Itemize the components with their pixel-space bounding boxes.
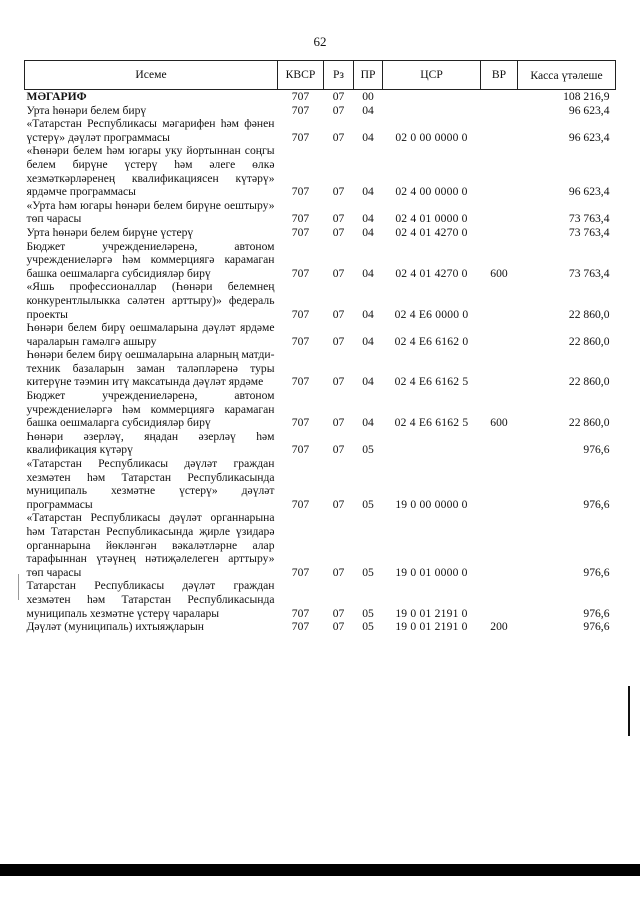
row-kvsr: 707 <box>291 103 310 117</box>
row-csr: 19 0 01 2191 0 <box>395 606 468 620</box>
row-name: Һөнәри белем бирү оешмаларына дәүләт ярдәме чараларын гамәлгә ашыру <box>26 321 275 348</box>
page-number: 62 <box>313 34 327 49</box>
row-sum: 22 860,0 <box>568 375 610 389</box>
row-pr: 04 <box>362 266 374 280</box>
row-kvsr: 707 <box>291 225 310 239</box>
row-kvsr: 707 <box>291 497 310 511</box>
row-pr: 04 <box>362 334 374 348</box>
row-vr <box>481 144 518 198</box>
row-rz: 07 <box>332 130 345 144</box>
row-csr: 02 4 01 0000 0 <box>395 212 468 226</box>
row-rz: 07 <box>332 497 345 511</box>
row-csr: 02 4 E6 0000 0 <box>394 307 469 321</box>
table-row <box>25 104 616 118</box>
header-pr: ПР <box>354 61 383 90</box>
row-vr <box>481 321 518 348</box>
row-sum: 73 763,4 <box>568 225 610 239</box>
row-name: «Татарстан Республикасы дәүләт граждан хезмәтен һәм Татарстан Республикасында муниципаль хезмәтне үстерү» дәүләт программасы <box>26 457 275 511</box>
header-name: Исеме <box>25 61 278 90</box>
row-rz: 07 <box>332 266 345 280</box>
row-vr <box>481 348 518 389</box>
row-kvsr: 707 <box>291 334 310 348</box>
row-name: «Татарстан Республикасы дәүләт органнарына һәм Татарстан Республикасында җирле үзидарә органнарына йөкләнгән вәкаләтләрне алар тарафыннан үтәүнең нәтиҗәлелеген арттыру» төп чарасы <box>26 511 275 579</box>
row-vr: 200 <box>490 620 508 634</box>
row-pr: 04 <box>362 225 374 239</box>
table-row <box>25 579 616 620</box>
row-kvsr: 707 <box>291 620 310 634</box>
row-sum: 22 860,0 <box>568 334 610 348</box>
row-kvsr: 707 <box>291 443 310 457</box>
row-csr: 19 0 01 2191 0 <box>395 620 468 634</box>
row-vr <box>481 90 518 104</box>
row-sum: 73 763,4 <box>568 266 610 280</box>
row-rz: 07 <box>332 90 345 103</box>
row-csr: 02 4 E6 6162 0 <box>394 334 469 348</box>
table-row <box>25 389 616 430</box>
row-name: Бюджет учреждениеләренә, автоном учреждениеләргә һәм коммерциягә карамаган башка оешмаларга субсидияләр бирү <box>26 239 275 280</box>
row-kvsr: 707 <box>291 185 310 199</box>
row-csr <box>383 104 481 118</box>
table-body <box>25 90 616 634</box>
row-vr: 600 <box>490 266 508 280</box>
table-row <box>25 199 616 226</box>
table-row <box>25 117 616 144</box>
row-vr <box>481 117 518 144</box>
row-csr: 02 4 00 0000 0 <box>395 185 468 199</box>
table-row <box>25 144 616 198</box>
row-rz: 07 <box>332 103 345 117</box>
row-csr: 02 0 00 0000 0 <box>395 130 468 144</box>
row-kvsr: 707 <box>291 565 310 579</box>
row-name: МӘГАРИФ <box>26 90 87 103</box>
header-sum: Касса үтәлеше <box>518 61 616 90</box>
header-csr: ЦСР <box>383 61 481 90</box>
row-sum: 73 763,4 <box>568 212 610 226</box>
row-name: «Татарстан Республикасы мәгарифен һәм фәнен үстерү» дәүләт программасы <box>26 117 275 144</box>
row-rz: 07 <box>332 185 345 199</box>
row-rz: 07 <box>332 606 345 620</box>
row-vr <box>481 104 518 118</box>
table-row <box>25 280 616 321</box>
row-rz: 07 <box>332 375 345 389</box>
table-row <box>25 348 616 389</box>
row-pr: 04 <box>362 212 374 226</box>
row-vr <box>481 280 518 321</box>
header-kvsr: КВСР <box>278 61 324 90</box>
row-name: Урта һөнәри белем бирүне үстерү <box>26 225 194 239</box>
row-pr: 04 <box>362 130 374 144</box>
row-pr: 05 <box>362 443 374 457</box>
row-pr: 04 <box>362 185 374 199</box>
row-sum: 22 860,0 <box>568 307 610 321</box>
row-sum: 976,6 <box>583 606 610 620</box>
row-sum: 96 623,4 <box>568 103 610 117</box>
row-sum: 976,6 <box>583 443 610 457</box>
row-rz: 07 <box>332 212 345 226</box>
scan-mark <box>18 574 19 600</box>
row-csr <box>383 430 481 457</box>
row-kvsr: 707 <box>291 90 310 103</box>
row-pr: 05 <box>362 620 374 634</box>
table-row <box>25 226 616 240</box>
row-kvsr: 707 <box>291 212 310 226</box>
row-csr: 19 0 00 0000 0 <box>395 497 468 511</box>
row-rz: 07 <box>332 225 345 239</box>
row-csr: 19 0 01 0000 0 <box>395 565 468 579</box>
table-row <box>25 240 616 281</box>
row-sum: 108 216,9 <box>563 90 610 103</box>
row-name: Бюджет учреждениеләренә, автоном учреждениеләргә һәм коммерциягә карамаган башка оешмаларга субсидияләр бирү <box>26 389 275 430</box>
row-name: Һөнәри әзерләү, яңадан әзерләү һәм квалификация күтәрү <box>26 429 275 457</box>
row-vr <box>481 511 518 579</box>
table-row <box>25 457 616 511</box>
table-header <box>25 61 616 90</box>
row-vr <box>481 199 518 226</box>
table-row <box>25 321 616 348</box>
row-kvsr: 707 <box>291 375 310 389</box>
row-sum: 22 860,0 <box>568 416 610 430</box>
row-pr: 04 <box>362 375 374 389</box>
row-kvsr: 707 <box>291 307 310 321</box>
row-kvsr: 707 <box>291 266 310 280</box>
row-pr: 05 <box>362 606 374 620</box>
row-name: Урта һөнәри белем бирү <box>26 103 147 117</box>
header-rz: Рз <box>324 61 354 90</box>
row-vr: 600 <box>490 416 508 430</box>
row-pr: 04 <box>362 103 374 117</box>
row-csr: 02 4 E6 6162 5 <box>394 416 469 430</box>
table-row <box>25 430 616 457</box>
header-vr: ВР <box>481 61 518 90</box>
row-csr: 02 4 01 4270 0 <box>395 266 468 280</box>
scan-bottom-border <box>0 864 640 876</box>
row-name: Дәүләт (муниципаль) ихтыяҗларын <box>26 620 204 634</box>
row-vr <box>481 457 518 511</box>
row-name: «Урта һәм югары һөнәри белем бирүне оештыру» төп чарасы <box>26 198 275 226</box>
row-csr: 02 4 E6 6162 5 <box>394 375 469 389</box>
row-rz: 07 <box>332 416 345 430</box>
budget-table <box>24 60 616 634</box>
scan-edge-mark <box>628 686 630 736</box>
row-sum: 96 623,4 <box>568 185 610 199</box>
row-pr: 00 <box>362 90 374 103</box>
row-csr <box>383 90 481 104</box>
row-sum: 976,6 <box>583 565 610 579</box>
row-rz: 07 <box>332 443 345 457</box>
row-pr: 05 <box>362 565 374 579</box>
row-name: «Яшь профессионаллар (Һөнәри белемнең конкурентлылыкка сәләтен арттыру)» федераль проекты <box>26 280 275 321</box>
row-sum: 976,6 <box>583 620 610 634</box>
row-rz: 07 <box>332 334 345 348</box>
table-row <box>25 90 616 104</box>
row-vr <box>481 226 518 240</box>
table-row <box>25 620 616 634</box>
row-vr <box>481 430 518 457</box>
row-csr: 02 4 01 4270 0 <box>395 225 468 239</box>
row-pr: 04 <box>362 307 374 321</box>
row-vr <box>481 579 518 620</box>
row-sum: 96 623,4 <box>568 130 610 144</box>
row-kvsr: 707 <box>291 606 310 620</box>
row-rz: 07 <box>332 307 345 321</box>
row-kvsr: 707 <box>291 416 310 430</box>
row-pr: 04 <box>362 416 374 430</box>
row-sum: 976,6 <box>583 497 610 511</box>
row-name: Татарстан Республикасы дәүләт граждан хезмәтен һәм Татарстан Республикасында муниципаль хезмәтне үстерү чаралары <box>26 579 275 620</box>
row-kvsr: 707 <box>291 130 310 144</box>
row-name: Һөнәри белем бирү оешмаларына аларның матди-техник базаларын заман таләпләренә туры китерүне тәэмин итү максатында дәүләт ярдәме <box>26 348 275 389</box>
row-rz: 07 <box>332 565 345 579</box>
table-row <box>25 511 616 579</box>
row-pr: 05 <box>362 497 374 511</box>
row-rz: 07 <box>332 620 345 634</box>
row-name: «Һөнәри белем һәм югары уку йортыннан соңгы белем бирүне үстерү һәм әлеге өлкә хезмәткәрләренең квалификациясен күтәрү» ярдәмче программасы <box>26 144 275 199</box>
